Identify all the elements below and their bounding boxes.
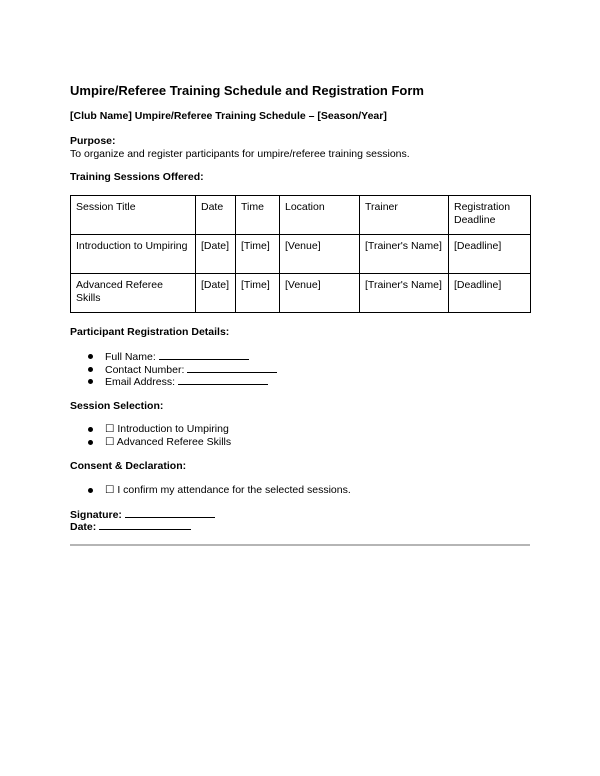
session-selection-label: Session Selection: bbox=[70, 400, 164, 412]
sessions-label: Training Sessions Offered: bbox=[70, 171, 204, 183]
bullet-icon bbox=[88, 354, 93, 359]
date-field[interactable] bbox=[99, 520, 191, 530]
list-item[interactable] bbox=[70, 436, 231, 449]
purpose-text: To organize and register participants for umpire/referee training sessions. bbox=[70, 148, 410, 160]
contact-number-field[interactable] bbox=[187, 363, 277, 373]
bullet-icon bbox=[88, 367, 93, 372]
cell-deadline: [Deadline] bbox=[449, 274, 531, 313]
consent-checkbox-statement[interactable]: ☐ I confirm my attendance for the selected sessions. bbox=[105, 484, 351, 496]
option-introduction-to-umpiring[interactable]: ☐ Introduction to Umpiring bbox=[105, 423, 229, 435]
cell-location: [Venue] bbox=[280, 235, 360, 274]
header-time: Time bbox=[236, 196, 280, 235]
table-header-row bbox=[71, 196, 531, 235]
divider bbox=[70, 544, 530, 546]
cell-trainer: [Trainer's Name] bbox=[360, 274, 449, 313]
bullet-icon bbox=[88, 488, 93, 493]
document-subtitle: [Club Name] Umpire/Referee Training Schedule – [Season/Year] bbox=[70, 110, 387, 122]
email-address-label: Email Address: bbox=[105, 376, 176, 388]
cell-date: [Date] bbox=[196, 235, 236, 274]
cell-date: [Date] bbox=[196, 274, 236, 313]
bullet-icon bbox=[88, 427, 93, 432]
cell-location: [Venue] bbox=[280, 274, 360, 313]
contact-number-label: Contact Number: bbox=[105, 363, 185, 376]
table-row bbox=[71, 235, 531, 274]
option-advanced-referee-skills[interactable]: ☐ Advanced Referee Skills bbox=[105, 435, 232, 448]
header-trainer: Trainer bbox=[360, 196, 449, 235]
date-label: Date: bbox=[70, 521, 97, 533]
purpose-label: Purpose: bbox=[70, 135, 116, 147]
list-item[interactable] bbox=[70, 484, 351, 497]
consent-list bbox=[70, 484, 351, 497]
header-location: Location bbox=[280, 196, 360, 235]
full-name-label: Full Name: bbox=[105, 351, 156, 363]
session-selection-list bbox=[70, 423, 231, 448]
email-address-field[interactable] bbox=[178, 375, 268, 385]
cell-deadline: [Deadline] bbox=[449, 235, 531, 274]
full-name-field[interactable] bbox=[159, 350, 249, 360]
cell-time: [Time] bbox=[236, 235, 280, 274]
participant-fields-list bbox=[70, 350, 277, 388]
header-date: Date bbox=[196, 196, 236, 235]
list-item bbox=[70, 350, 277, 363]
cell-trainer: [Trainer's Name] bbox=[360, 235, 449, 274]
participant-label: Participant Registration Details: bbox=[70, 326, 230, 338]
cell-session-title: Introduction to Umpiring bbox=[71, 235, 196, 274]
header-registration-deadline: Registration Deadline bbox=[449, 196, 531, 235]
sessions-table bbox=[70, 195, 531, 313]
bullet-icon bbox=[88, 440, 93, 445]
date-row bbox=[70, 520, 191, 533]
list-item[interactable] bbox=[70, 423, 231, 436]
signature-field[interactable] bbox=[125, 508, 215, 518]
cell-time: [Time] bbox=[236, 274, 280, 313]
list-item bbox=[70, 375, 277, 388]
document-title: Umpire/Referee Training Schedule and Registration Form bbox=[70, 83, 424, 98]
table-row bbox=[71, 274, 531, 313]
header-session-title: Session Title bbox=[71, 196, 196, 235]
consent-label: Consent & Declaration: bbox=[70, 460, 187, 472]
bullet-icon bbox=[88, 379, 93, 384]
signature-label: Signature: bbox=[70, 509, 122, 521]
list-item bbox=[70, 363, 277, 376]
cell-session-title: Advanced Referee Skills bbox=[71, 274, 196, 313]
